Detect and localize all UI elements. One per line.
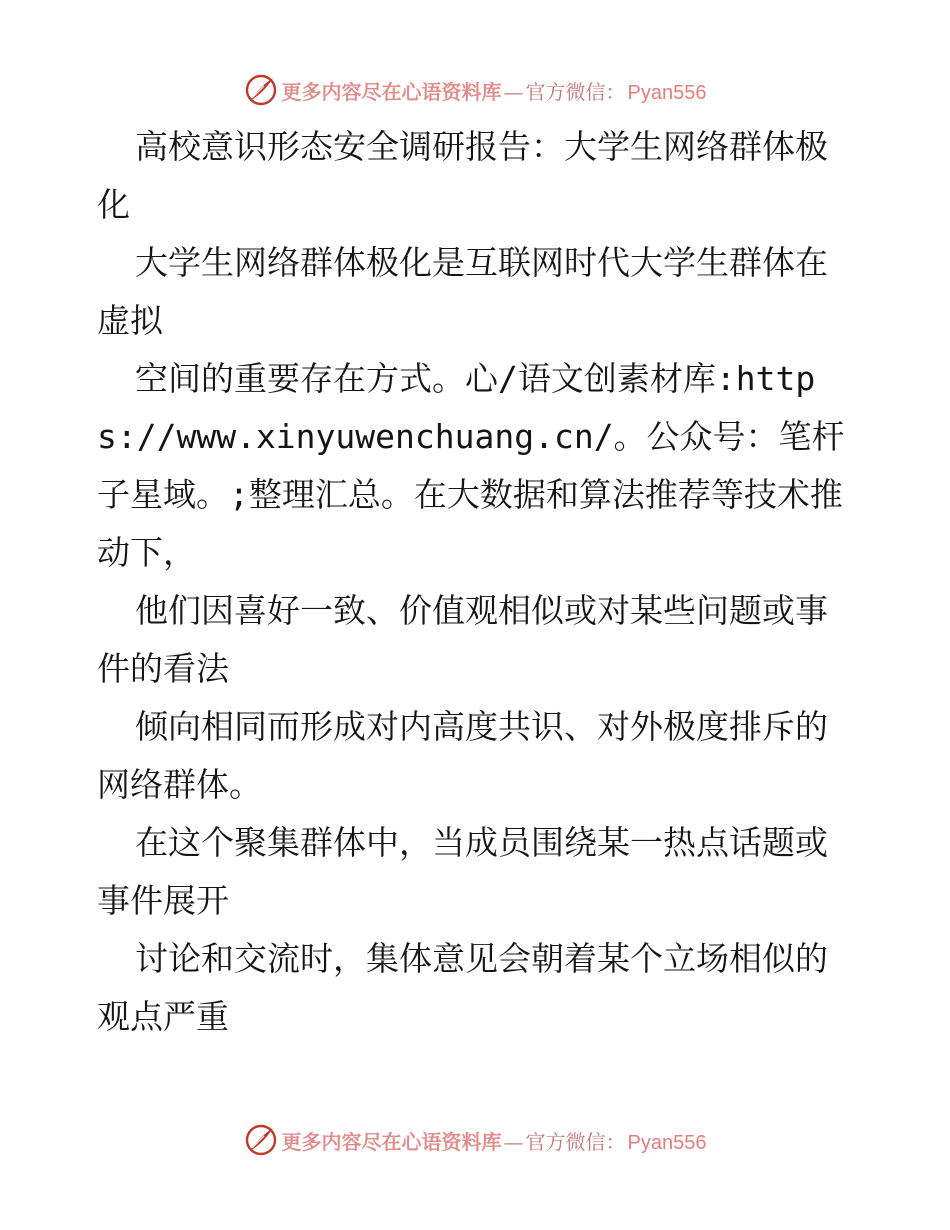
- banner-dash: —: [503, 1129, 524, 1154]
- banner-slogan: 更多内容尽在心语资料库: [281, 79, 502, 104]
- document-body: [97, 118, 857, 1046]
- banner-text: [282, 76, 707, 105]
- feather-pen-circle-icon: [244, 1123, 278, 1157]
- feather-pen-circle-icon: [244, 73, 278, 107]
- paragraph: 在这个聚集群体中，当成员围绕某一热点话题或事件展开: [97, 823, 828, 920]
- paragraph-title: 高校意识形态安全调研报告：大学生网络群体极化: [97, 127, 828, 224]
- paragraph: 他们因喜好一致、价值观相似或对某些问题或事件的看法: [97, 591, 828, 688]
- paragraph: 倾向相同而形成对内高度共识、对外极度排斥的网络群体。: [97, 707, 828, 804]
- footer-banner: [0, 1120, 950, 1160]
- banner-slogan: 更多内容尽在心语资料库: [281, 1129, 502, 1154]
- paragraph: 大学生网络群体极化是互联网时代大学生群体在虚拟: [97, 243, 828, 340]
- banner-wechat-id: Pyan556: [627, 81, 707, 104]
- paragraph: 讨论和交流时，集体意见会朝着某个立场相似的观点严重: [97, 939, 828, 1036]
- paragraph: 空间的重要存在方式。心/语文创素材库:https://www.xinyuwenchuang.cn/。公众号：笔杆子星域。;整理汇总。在大数据和算法推荐等技术推动下，: [97, 359, 845, 572]
- banner-text: [282, 1126, 707, 1155]
- header-banner: [0, 70, 950, 110]
- banner-dash: —: [503, 79, 524, 104]
- banner-wechat-label: 官方微信：: [525, 1129, 626, 1154]
- banner-wechat-id: Pyan556: [627, 1131, 707, 1154]
- banner-wechat-label: 官方微信：: [525, 79, 626, 104]
